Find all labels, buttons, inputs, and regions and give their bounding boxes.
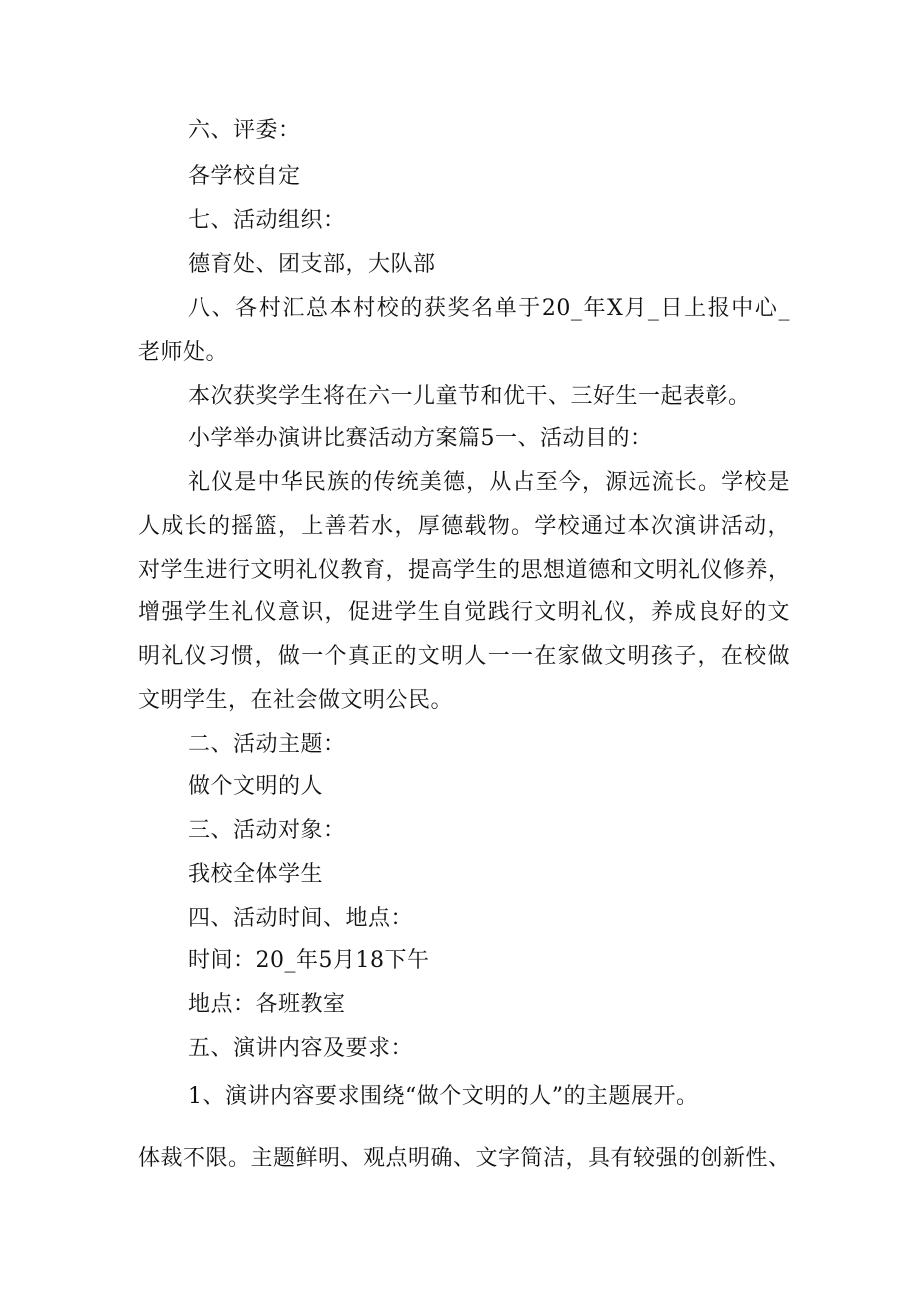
- paragraph-line: 人成长的摇篮，上善若水，厚德载物。学校通过本次演讲活动，: [138, 514, 790, 539]
- paragraph-line: 对学生进行文明礼仪教育，提高学生的思想道德和文明礼仪修养，: [138, 558, 791, 583]
- section-heading-theme: 二、活动主题：: [188, 732, 346, 757]
- paragraph-line: 体裁不限。主题鲜明、观点明确、文字简洁，具有较强的创新性、: [138, 1146, 791, 1171]
- section-heading-time-place: 四、活动时间、地点：: [188, 906, 414, 931]
- section-heading-audience: 三、活动对象：: [188, 818, 346, 843]
- paragraph-line: 我校全体学生: [188, 862, 324, 887]
- paragraph-line: 各学校自定: [188, 164, 301, 189]
- section-heading-organization: 七、活动组织：: [188, 208, 346, 233]
- paragraph-line: 老师处。: [138, 340, 229, 365]
- paragraph-line: 德育处、团支部，大队部: [188, 252, 436, 277]
- paragraph-line: 时间：20_年5月18下午: [188, 948, 430, 973]
- paragraph-line: 八、各村汇总本村校的获奖名单于20_年X月_日上报中心_: [188, 296, 790, 321]
- section-heading-purpose: 小学举办演讲比赛活动方案篇5一、活动目的：: [188, 426, 653, 451]
- paragraph-line: 明礼仪习惯，做一个真正的文明人一一在家做文明孩子，在校做: [138, 644, 790, 669]
- section-heading-judges: 六、评委：: [188, 118, 301, 143]
- paragraph-line: 增强学生礼仪意识，促进学生自觉践行文明礼仪，养成良好的文: [138, 600, 790, 625]
- paragraph-line: 文明学生，在社会做文明公民。: [138, 688, 454, 713]
- paragraph-line: 做个文明的人: [188, 774, 324, 799]
- paragraph-line: 地点：各班教室: [188, 992, 346, 1017]
- paragraph-line: 本次获奖学生将在六一儿童节和优干、三好生一起表彰。: [188, 384, 751, 409]
- section-heading-requirements: 五、演讲内容及要求：: [188, 1036, 414, 1061]
- paragraph-line: 礼仪是中华民族的传统美德，从占至今，源远流长。学校是: [188, 470, 790, 495]
- paragraph-line: 1、演讲内容要求围绕“做个文明的人”的主题展开。: [188, 1084, 699, 1109]
